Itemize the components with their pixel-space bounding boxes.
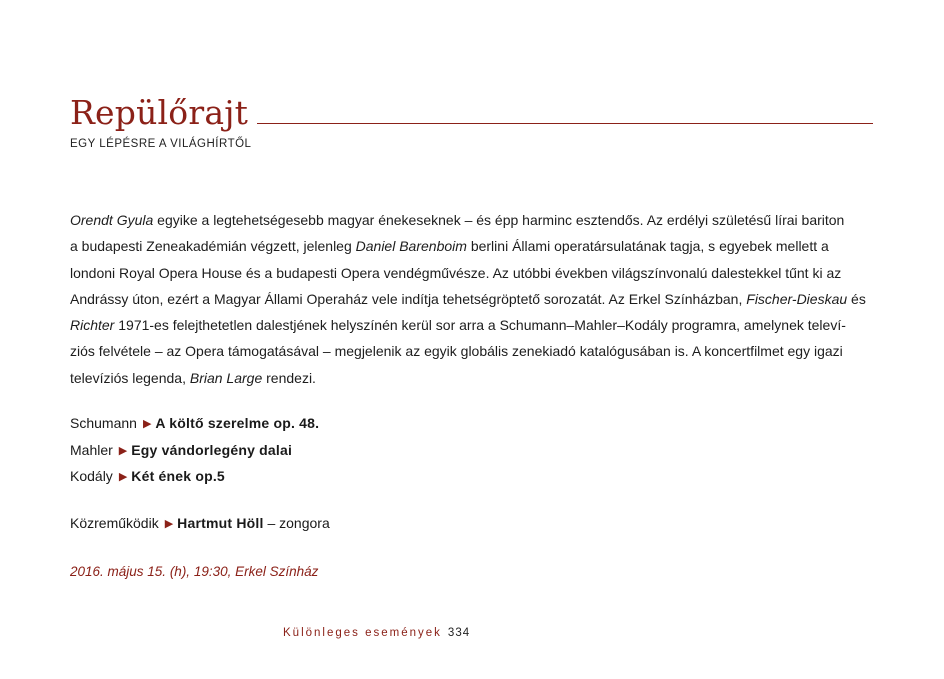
program-list (70, 410, 319, 490)
body-text: egyike a legtehetségesebb magyar énekeseknek – és épp harminc esztendős. Az erdélyi születésű lírai bariton (153, 212, 845, 228)
performer-role: – zongora (263, 515, 330, 531)
composer-name: Schumann (70, 415, 137, 431)
page-number: 334 (447, 627, 471, 639)
body-text: ziós felvétele – az Opera támogatásával – megjelenik az egyik globális zenekiadó katalógusában is. A koncertfilmet egy igazi (70, 343, 843, 360)
triangle-right-icon: ▶ (164, 518, 174, 530)
body-line (70, 286, 880, 312)
footer-section-title: Különleges események (283, 627, 442, 639)
triangle-right-icon: ▶ (142, 418, 152, 430)
article-title: Repülőrajt (70, 93, 249, 132)
article-subtitle: EGY LÉPÉSRE A VILÁGHÍRTŐL (70, 138, 252, 150)
performer-label: Közreműködik (70, 515, 159, 531)
performer-line (70, 510, 330, 537)
triangle-right-icon: ▶ (118, 471, 128, 483)
work-title: Két ének op.5 (131, 468, 225, 484)
body-line (70, 365, 880, 391)
body-line (70, 207, 880, 233)
body-line (70, 338, 880, 364)
body-line (70, 260, 880, 286)
body-text: berlini Állami operatársulatának tagja, s egyebek mellett a (466, 238, 829, 255)
event-date-venue: 2016. május 15. (h), 19:30, Erkel Színház (70, 564, 319, 579)
composer-name: Mahler (70, 441, 113, 458)
page-footer (283, 627, 470, 639)
body-text: rendezi. (262, 369, 316, 386)
emphasized-name: Richter (70, 317, 115, 334)
work-title: A költő szerelme op. 48. (155, 415, 320, 431)
program-item (70, 463, 319, 490)
emphasized-name: Daniel Barenboim (355, 238, 467, 255)
emphasized-name: Orendt Gyula (70, 212, 154, 228)
title-divider (257, 123, 873, 124)
body-text: londoni Royal Opera House és a budapesti Opera vendégművésze. Az utóbbi években világszínvonalú dalestekkel tűnt ki az (70, 264, 842, 281)
body-text: Andrássy úton, ezért a Magyar Állami Operaház vele indítja tehetségröptető sorozatát. Az Erkel Színházban, (70, 290, 747, 307)
body-text: 1971-es felejthetetlen dalestjének helyszínén kerül sor arra a Schumann–Mahler–Kodály programra, amelynek televí- (114, 317, 846, 334)
body-text: a budapesti Zeneakadémián végzett, jelenleg (70, 238, 356, 255)
program-item (70, 437, 319, 464)
program-item (70, 410, 319, 437)
body-text: és (847, 290, 866, 307)
article-body (70, 207, 880, 391)
emphasized-name: Fischer-Dieskau (746, 290, 848, 307)
triangle-right-icon: ▶ (118, 444, 128, 457)
body-line (70, 312, 880, 338)
emphasized-name: Brian Large (189, 369, 263, 386)
work-title: Egy vándorlegény dalai (131, 441, 293, 458)
body-text: televíziós legenda, (70, 369, 190, 386)
composer-name: Kodály (70, 468, 113, 484)
performer-name: Hartmut Höll (177, 515, 264, 531)
body-line (70, 233, 880, 259)
